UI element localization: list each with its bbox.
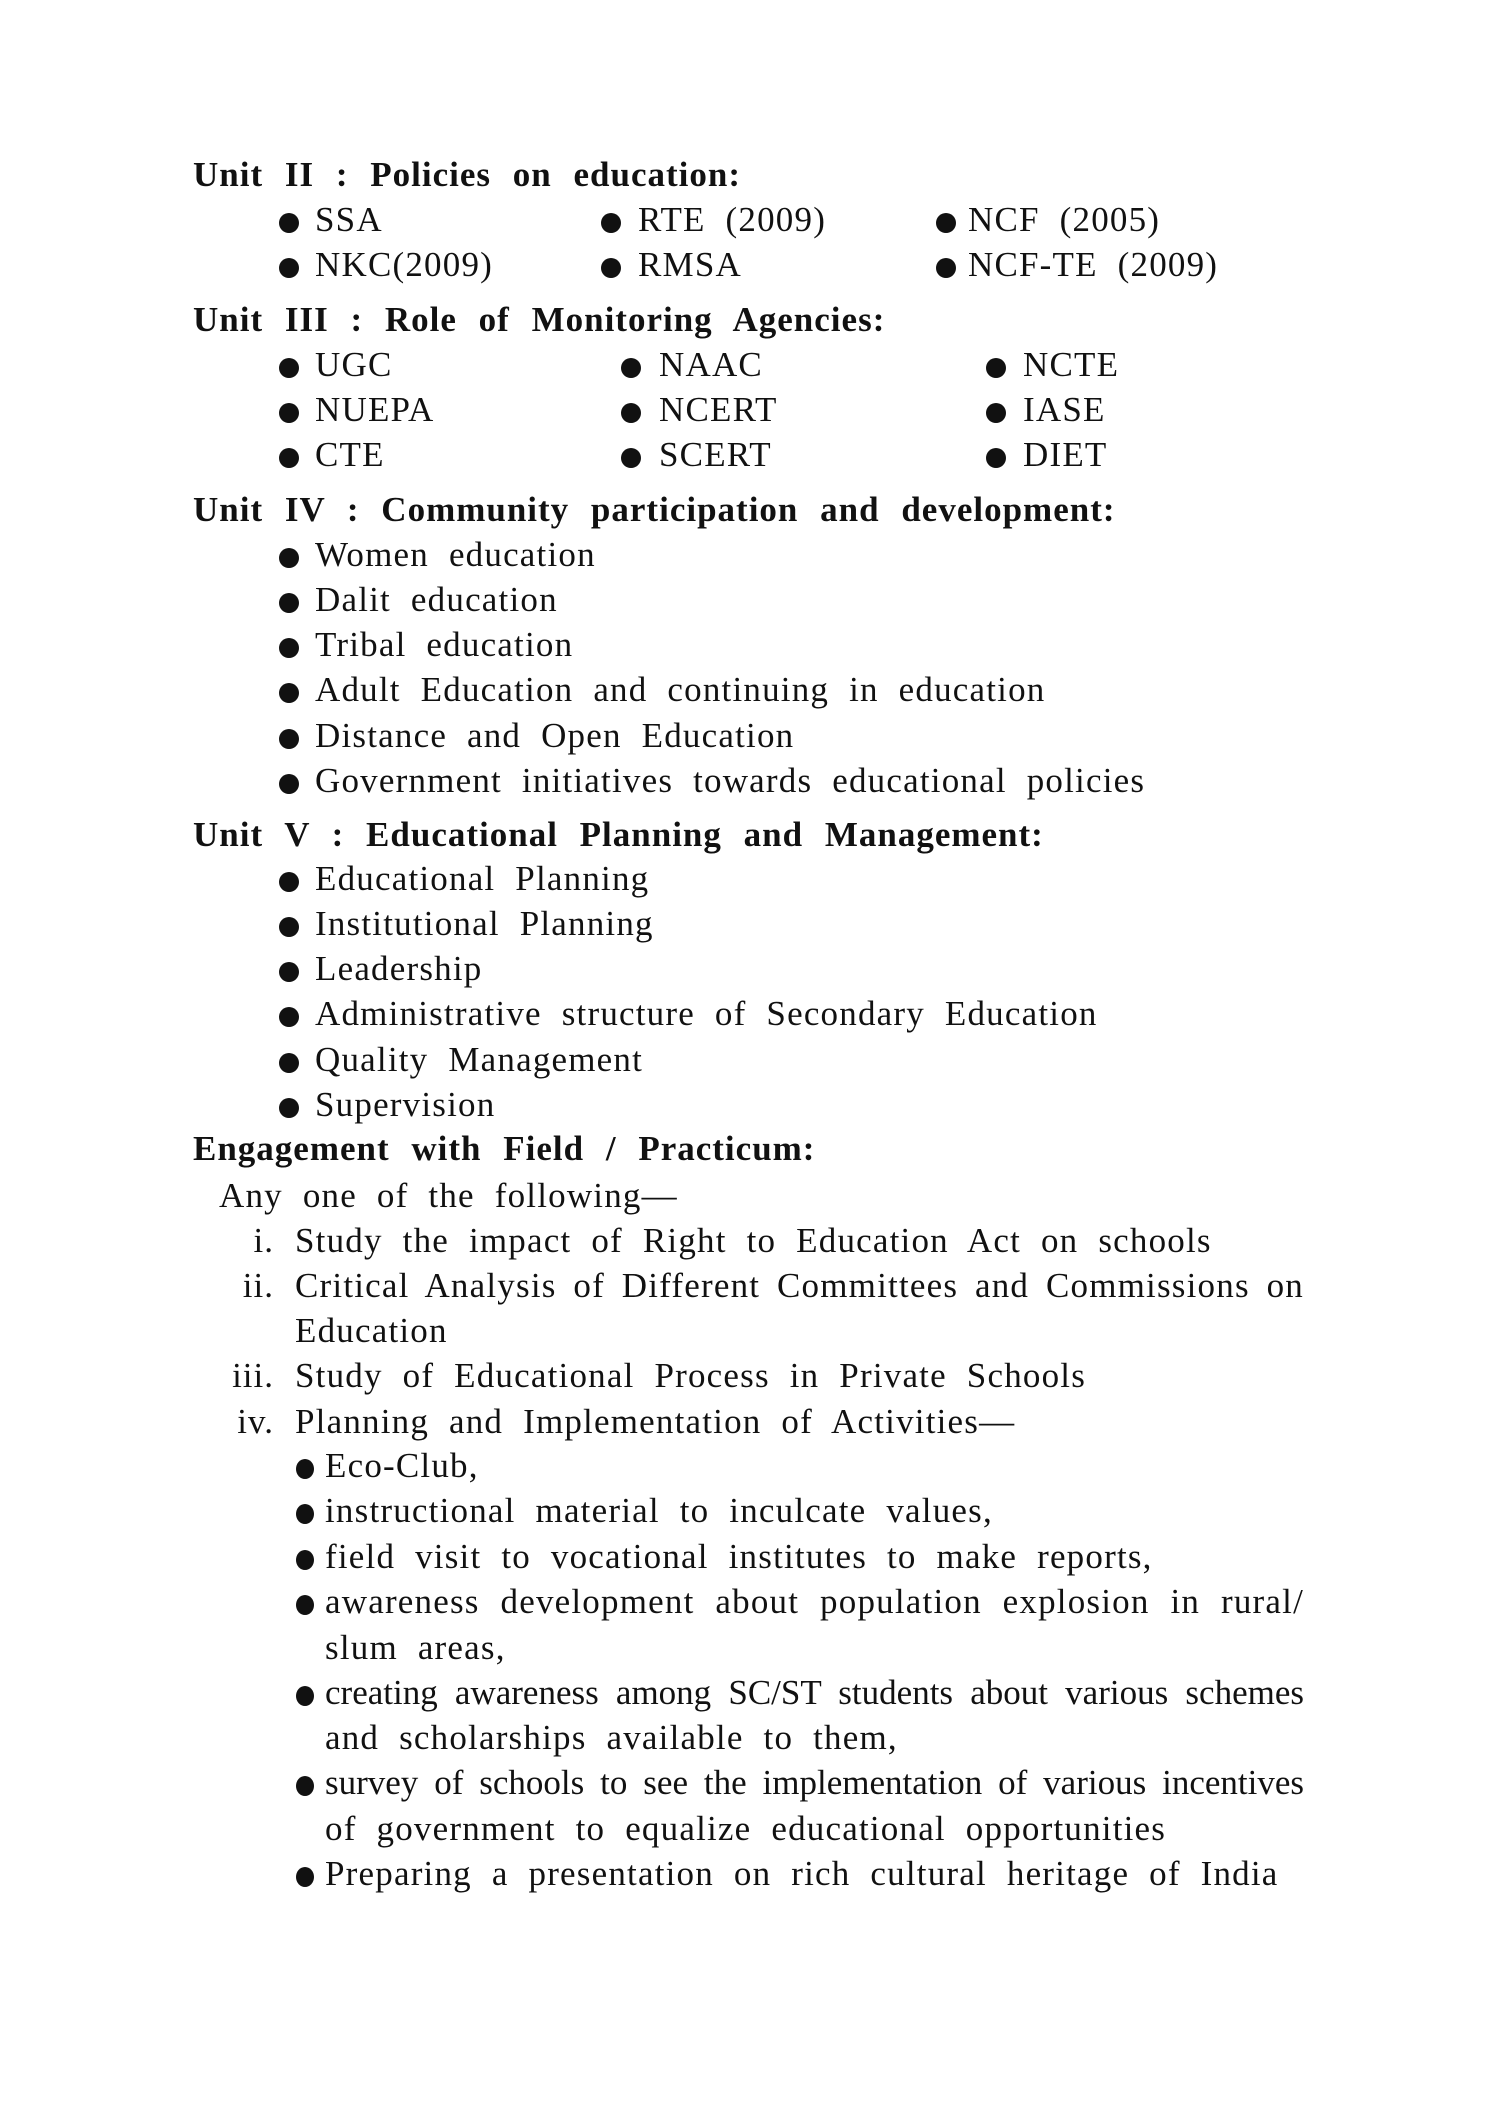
bullet-icon [601, 258, 621, 278]
bullet-icon [279, 774, 299, 794]
agency-item: UGC [315, 345, 393, 384]
agency-item: NCERT [659, 390, 778, 429]
activity-item: survey of schools to see the implementation of various incentives [325, 1763, 1304, 1802]
planning-item: Administrative structure of Secondary Education [315, 994, 1098, 1033]
bullet-icon [279, 213, 299, 233]
bullet-icon [296, 1459, 314, 1479]
bullet-icon [279, 258, 299, 278]
option-numeral: iv. [237, 1402, 274, 1441]
planning-item: Supervision [315, 1085, 496, 1124]
bullet-icon [279, 403, 299, 423]
community-item: Dalit education [315, 580, 558, 619]
policy-item: NCF (2005) [968, 200, 1161, 239]
bullet-icon [279, 683, 299, 703]
policy-item: RTE (2009) [638, 200, 827, 239]
community-item: Adult Education and continuing in education [315, 670, 1046, 709]
agency-item: IASE [1023, 390, 1106, 429]
bullet-icon [279, 962, 299, 982]
option-text: Critical Analysis of Different Committees and Commissions on [295, 1266, 1304, 1305]
bullet-icon [296, 1867, 314, 1887]
option-numeral: i. [253, 1221, 274, 1260]
planning-item: Educational Planning [315, 859, 650, 898]
community-item: Tribal education [315, 625, 574, 664]
bullet-icon [279, 1098, 299, 1118]
unit-2-heading: Unit II : Policies on education: [193, 155, 741, 194]
agency-item: NUEPA [315, 390, 435, 429]
bullet-icon [986, 403, 1006, 423]
bullet-icon [279, 358, 299, 378]
bullet-icon [296, 1504, 314, 1524]
agency-item: SCERT [659, 435, 772, 474]
bullet-icon [936, 258, 956, 278]
bullet-icon [279, 448, 299, 468]
bullet-icon [601, 213, 621, 233]
bullet-icon [279, 1053, 299, 1073]
bullet-icon [279, 729, 299, 749]
bullet-icon [986, 448, 1006, 468]
policy-item: RMSA [638, 245, 743, 284]
agency-item: NAAC [659, 345, 763, 384]
practicum-intro: Any one of the following— [219, 1176, 678, 1215]
option-text-continuation: Education [295, 1311, 448, 1350]
bullet-icon [621, 403, 641, 423]
bullet-icon [296, 1776, 314, 1796]
bullet-icon [296, 1686, 314, 1706]
community-item: Distance and Open Education [315, 716, 795, 755]
option-numeral: ii. [242, 1266, 274, 1305]
bullet-icon [279, 638, 299, 658]
activity-item: Preparing a presentation on rich cultural heritage of India [325, 1854, 1279, 1893]
bullet-icon [986, 358, 1006, 378]
agency-item: DIET [1023, 435, 1108, 474]
activity-item: creating awareness among SC/ST students about various schemes [325, 1673, 1304, 1712]
practicum-heading: Engagement with Field / Practicum: [193, 1129, 816, 1168]
option-text: Study of Educational Process in Private Schools [295, 1356, 1087, 1395]
bullet-icon [279, 872, 299, 892]
policy-item: SSA [315, 200, 383, 239]
bullet-icon [621, 358, 641, 378]
bullet-icon [621, 448, 641, 468]
bullet-icon [296, 1595, 314, 1615]
activity-item-continuation: and scholarships available to them, [325, 1718, 898, 1757]
unit-3-heading: Unit III : Role of Monitoring Agencies: [193, 300, 886, 339]
activity-item: instructional material to inculcate values, [325, 1491, 993, 1530]
activity-item: field visit to vocational institutes to make reports, [325, 1537, 1153, 1576]
unit-4-heading: Unit IV : Community participation and development: [193, 490, 1116, 529]
planning-item: Quality Management [315, 1040, 644, 1079]
agency-item: CTE [315, 435, 385, 474]
agency-item: NCTE [1023, 345, 1120, 384]
activity-item-continuation: slum areas, [325, 1628, 506, 1667]
option-text: Study the impact of Right to Education Act on schools [295, 1221, 1212, 1260]
bullet-icon [936, 213, 956, 233]
activity-item: Eco-Club, [325, 1446, 479, 1485]
community-item: Women education [315, 535, 596, 574]
option-numeral: iii. [232, 1356, 274, 1395]
activity-item-continuation: of government to equalize educational opportunities [325, 1809, 1167, 1848]
community-item: Government initiatives towards educational policies [315, 761, 1146, 800]
bullet-icon [279, 1007, 299, 1027]
bullet-icon [279, 593, 299, 613]
planning-item: Institutional Planning [315, 904, 654, 943]
activity-item: awareness development about population explosion in rural/ [325, 1582, 1304, 1621]
policy-item: NKC(2009) [315, 245, 494, 284]
policy-item: NCF-TE (2009) [968, 245, 1219, 284]
planning-item: Leadership [315, 949, 483, 988]
option-text: Planning and Implementation of Activities— [295, 1402, 1016, 1441]
bullet-icon [296, 1550, 314, 1570]
unit-5-heading: Unit V : Educational Planning and Management: [193, 815, 1044, 854]
bullet-icon [279, 548, 299, 568]
bullet-icon [279, 917, 299, 937]
